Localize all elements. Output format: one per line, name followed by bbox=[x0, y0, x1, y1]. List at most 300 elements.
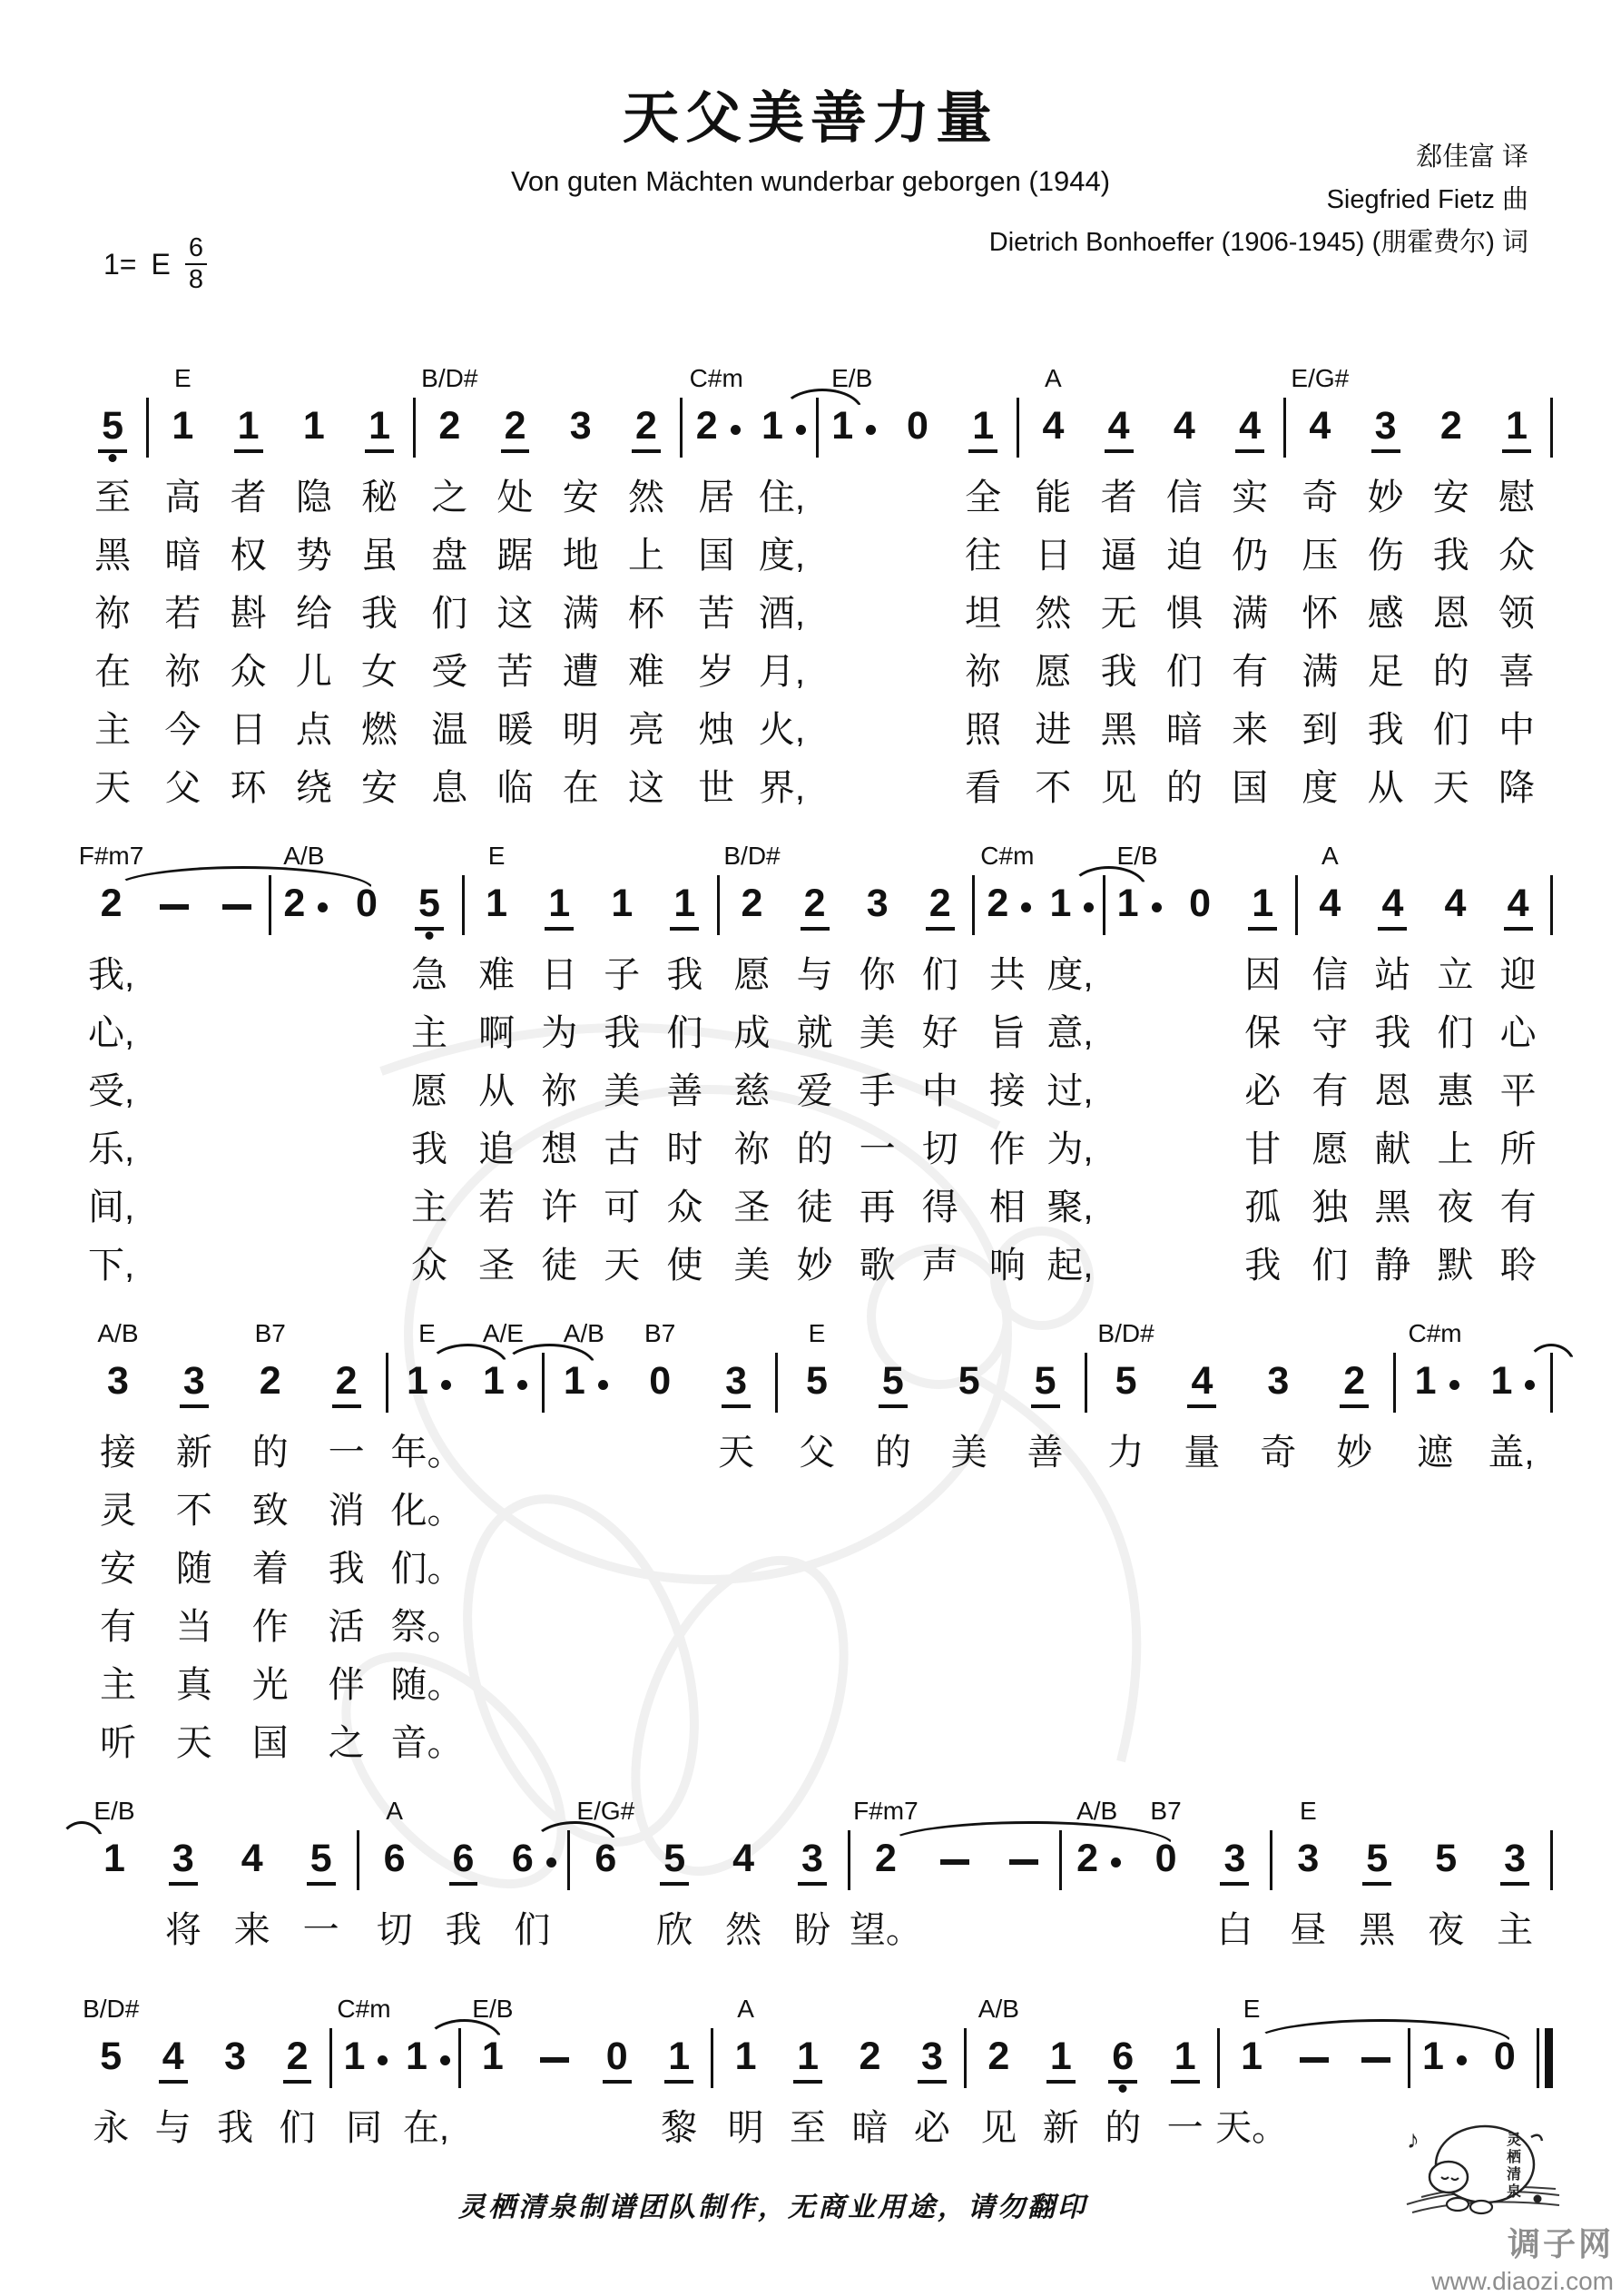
note-digit: 4 bbox=[1309, 403, 1331, 448]
note-cell bbox=[1342, 1785, 1411, 1956]
lyric-char bbox=[272, 942, 335, 1000]
lyric-char: 接 bbox=[99, 1432, 136, 1473]
chord-label: B/D# bbox=[421, 364, 478, 392]
note-digit: 3 bbox=[1220, 1839, 1249, 1886]
chord-label: B/D# bbox=[723, 842, 781, 870]
note-cell bbox=[335, 830, 398, 1291]
lyric-char: 作 bbox=[251, 1606, 289, 1647]
lyric-char: 所 bbox=[1499, 1128, 1537, 1169]
lyric-char: 的 bbox=[251, 1432, 289, 1473]
note-cell bbox=[215, 352, 280, 813]
lyric-char: 迫 bbox=[1165, 535, 1203, 576]
lyric-char bbox=[1169, 1175, 1232, 1233]
lyric-char: 不 bbox=[1035, 767, 1072, 808]
lyric-char: 祢 bbox=[733, 1128, 771, 1169]
lyric-char bbox=[465, 1594, 541, 1652]
note-digit: 4 bbox=[1173, 403, 1195, 448]
lyric-char: 想 bbox=[541, 1128, 578, 1169]
lyric-char: 天 bbox=[1432, 767, 1469, 808]
note-digit: 4 bbox=[1504, 884, 1533, 931]
lyric-char: 心 bbox=[1499, 1012, 1537, 1053]
music-system-5 bbox=[80, 1983, 1554, 2153]
lyric-char: 心, bbox=[87, 1012, 135, 1053]
lyric-char: 实 bbox=[1232, 477, 1269, 517]
note-cell bbox=[417, 352, 482, 813]
lyric-char bbox=[1397, 1710, 1473, 1769]
note-cell bbox=[156, 1307, 232, 1769]
lyric-char: 们。 bbox=[390, 1548, 464, 1589]
lyric-char: 受, bbox=[87, 1070, 135, 1111]
lyric-char: 灵 bbox=[99, 1490, 136, 1531]
chord-label: E/G# bbox=[576, 1797, 635, 1825]
note-cell bbox=[839, 1983, 900, 2153]
barline bbox=[1549, 1785, 1554, 1956]
dotted-note-dot bbox=[1457, 2055, 1467, 2065]
lyric-char: 独 bbox=[1312, 1187, 1349, 1227]
lyric-char: 温 bbox=[431, 709, 468, 750]
lyric-char bbox=[1282, 2095, 1344, 2153]
note-digit: 5 bbox=[1031, 1362, 1060, 1408]
dotted-note-dot bbox=[731, 425, 741, 435]
note-digit: 6 bbox=[1108, 2037, 1137, 2084]
lyric-char: 们 bbox=[431, 593, 468, 634]
dash-note-cell bbox=[1282, 1983, 1344, 2153]
dotted-note-dot bbox=[517, 1380, 527, 1390]
note-digit: 2 bbox=[741, 881, 763, 925]
chord-label: B/D# bbox=[83, 1995, 140, 2023]
note-digit: 4 bbox=[1444, 881, 1467, 925]
lyric-char: 随。 bbox=[390, 1664, 464, 1705]
lyric-char: 隐 bbox=[295, 477, 332, 517]
lyric-char: 居 bbox=[698, 477, 735, 517]
note-cell bbox=[1287, 352, 1352, 813]
lyric-char: 中 bbox=[921, 1070, 958, 1111]
note-cell bbox=[714, 1983, 776, 2153]
note-cell bbox=[142, 1983, 203, 2153]
duration-dash bbox=[222, 904, 251, 910]
lyric-char bbox=[1164, 1710, 1240, 1769]
note-cell bbox=[749, 352, 814, 813]
lyric-char: 黑 bbox=[1359, 1909, 1396, 1950]
lyric-char: 遮 bbox=[1417, 1432, 1454, 1473]
site-name: 调子网 bbox=[1507, 2225, 1614, 2262]
lyric-char: 白 bbox=[1216, 1909, 1253, 1950]
note-digit: 1 bbox=[968, 407, 997, 453]
lyric-char bbox=[80, 1897, 149, 1956]
lyric-char bbox=[779, 1594, 855, 1652]
chord-label: E bbox=[1300, 1797, 1317, 1825]
lyric-char: 的 bbox=[796, 1128, 833, 1169]
dotted-note-dot bbox=[378, 2055, 388, 2065]
lyric-char: 从 bbox=[478, 1070, 516, 1111]
lyric-char: 天 bbox=[718, 1432, 755, 1473]
lyric-char bbox=[335, 1000, 398, 1059]
lyric-char: 照 bbox=[965, 709, 1002, 750]
lyric-char: 之 bbox=[431, 477, 468, 517]
lyric-char bbox=[1164, 1594, 1240, 1652]
lyric-char: 化。 bbox=[390, 1490, 464, 1531]
key-tonic: E bbox=[151, 247, 171, 281]
note-digit: 2 bbox=[501, 407, 530, 453]
lyric-char bbox=[272, 1059, 335, 1117]
lyric-char: 孤 bbox=[1244, 1187, 1282, 1227]
lyric-char: 过, bbox=[1046, 1070, 1094, 1111]
lyric-char bbox=[465, 1710, 541, 1769]
lyric-char bbox=[1106, 1175, 1169, 1233]
note-cell bbox=[309, 1307, 385, 1769]
lyric-char: 主 bbox=[411, 1012, 448, 1053]
note-digit: 5 bbox=[1435, 1836, 1458, 1880]
lyric-char: 黑 bbox=[94, 535, 132, 576]
lyric-char bbox=[622, 1652, 698, 1710]
lyric-char: 领 bbox=[1498, 593, 1536, 634]
note-digit: 4 bbox=[1235, 407, 1264, 453]
lyric-char: 切 bbox=[921, 1128, 958, 1169]
lyric-char: 天 bbox=[604, 1245, 641, 1286]
lyric-char: 我 bbox=[1100, 651, 1137, 692]
note-cell bbox=[287, 1785, 356, 1956]
lyric-char: 压 bbox=[1302, 535, 1339, 576]
lyric-char: 许 bbox=[541, 1187, 578, 1227]
lyric-char bbox=[622, 1710, 698, 1769]
lyric-char: 我 bbox=[1244, 1245, 1282, 1286]
lyric-char: 我 bbox=[445, 1909, 482, 1950]
lyric-char: 安 bbox=[1432, 477, 1469, 517]
lyric-char: 圣 bbox=[478, 1245, 516, 1286]
lyric-char: 甘 bbox=[1244, 1128, 1282, 1169]
note-cell bbox=[1240, 1307, 1316, 1769]
lyric-char bbox=[1007, 1652, 1084, 1710]
lyric-char: 有 bbox=[99, 1606, 136, 1647]
lyric-char: 绕 bbox=[295, 767, 332, 808]
note-cell bbox=[820, 352, 885, 813]
lyric-char bbox=[1088, 1652, 1164, 1710]
chord-label: E/B bbox=[831, 364, 873, 392]
lyric-char bbox=[1316, 1478, 1392, 1536]
lyric-char: 世 bbox=[698, 767, 735, 808]
note-cell bbox=[429, 1785, 498, 1956]
note-cell bbox=[218, 1785, 287, 1956]
lyric-char: 中 bbox=[1498, 709, 1536, 750]
note-cell bbox=[1063, 1785, 1132, 1956]
note-cell bbox=[360, 1785, 429, 1956]
lyric-char: 降 bbox=[1498, 767, 1536, 808]
lyric-char: 相 bbox=[988, 1187, 1026, 1227]
note-digit: 2 bbox=[438, 403, 461, 448]
site-watermark bbox=[1431, 2219, 1614, 2296]
chord-label: E/B bbox=[472, 1995, 514, 2023]
lyric-char: 祭。 bbox=[390, 1606, 464, 1647]
dash-note-cell bbox=[920, 1785, 989, 1956]
note-digit: 3 bbox=[1267, 1358, 1290, 1403]
site-url: www.diaozi.com bbox=[1431, 2267, 1614, 2295]
lyric-char bbox=[622, 1594, 698, 1652]
lyric-char: 手 bbox=[859, 1070, 896, 1111]
lyric-char: 在 bbox=[562, 767, 599, 808]
credit-translator: 郄佳富 译 bbox=[1415, 143, 1528, 172]
note-digit: 5 bbox=[415, 884, 444, 931]
dotted-note-dot bbox=[1111, 1857, 1121, 1867]
lyric-char: 日 bbox=[230, 709, 267, 750]
lyric-char: 音。 bbox=[390, 1722, 464, 1763]
lyric-char bbox=[1473, 1536, 1549, 1594]
chord-label: C#m bbox=[1408, 1319, 1462, 1347]
note-digit: 2 bbox=[1340, 1362, 1369, 1408]
lyric-char: 有 bbox=[1312, 1070, 1349, 1111]
lyric-char: 新 bbox=[175, 1432, 212, 1473]
lyric-char bbox=[622, 1420, 698, 1478]
lyric-char: 愿 bbox=[1035, 651, 1072, 692]
key-prefix: 1= bbox=[103, 247, 137, 281]
lyric-char: 起, bbox=[1046, 1245, 1094, 1286]
note-cell bbox=[683, 352, 749, 813]
lyric-char: 愿 bbox=[733, 954, 771, 995]
lyric-char bbox=[931, 1710, 1007, 1769]
lyric-char bbox=[1088, 1710, 1164, 1769]
lyric-char: 逼 bbox=[1100, 535, 1137, 576]
lyric-char: 在, bbox=[402, 2107, 449, 2148]
note-cell bbox=[1086, 352, 1152, 813]
lyric-char: 高 bbox=[164, 477, 201, 517]
lyric-char: 献 bbox=[1374, 1128, 1411, 1169]
note-cell bbox=[709, 1785, 778, 1956]
lyric-char bbox=[698, 1536, 774, 1594]
lyric-char: 至 bbox=[790, 2107, 827, 2148]
note-cell bbox=[1106, 830, 1169, 1291]
note-digit: 4 bbox=[1042, 403, 1065, 448]
note-cell bbox=[80, 1785, 149, 1956]
lyric-char: 聆 bbox=[1499, 1245, 1537, 1286]
note-digit: 0 bbox=[1189, 881, 1212, 925]
note-digit: 1 bbox=[302, 403, 325, 448]
lyric-char bbox=[205, 1175, 268, 1233]
note-cell bbox=[653, 830, 716, 1291]
page-title: 天父美善力量 bbox=[622, 87, 998, 150]
lyric-char: 者 bbox=[230, 477, 267, 517]
lyric-char: 看 bbox=[965, 767, 1002, 808]
duration-dash bbox=[1300, 2057, 1329, 2063]
lyric-char: 与 bbox=[154, 2107, 192, 2148]
lyric-char bbox=[931, 1536, 1007, 1594]
lyric-char: 恩 bbox=[1374, 1070, 1411, 1111]
lyric-char: 一 bbox=[859, 1128, 896, 1169]
lyric-char: 慰 bbox=[1498, 477, 1536, 517]
lyric-char bbox=[855, 1478, 931, 1536]
lyric-char bbox=[779, 1652, 855, 1710]
lyric-char: 住, bbox=[758, 477, 806, 517]
lyric-char: 从 bbox=[1367, 767, 1404, 808]
lyric-char: 秘 bbox=[361, 477, 398, 517]
lyric-char bbox=[698, 1478, 774, 1536]
note-cell bbox=[783, 830, 846, 1291]
lyric-char bbox=[698, 1710, 774, 1769]
lyric-char: 听 bbox=[99, 1722, 136, 1763]
note-cell bbox=[462, 1983, 524, 2153]
low-octave-dot bbox=[426, 931, 434, 940]
note-cell bbox=[266, 1983, 328, 2153]
lyric-char: 火, bbox=[758, 709, 806, 750]
note-digit: 3 bbox=[866, 881, 889, 925]
note-cell bbox=[976, 830, 1038, 1291]
note-cell bbox=[614, 352, 679, 813]
lyric-char: 响 bbox=[988, 1245, 1026, 1286]
duration-dash bbox=[160, 904, 189, 910]
lyric-char: 虽 bbox=[361, 535, 398, 576]
note-digit: 1 bbox=[1046, 2037, 1076, 2084]
note-cell bbox=[548, 352, 614, 813]
note-cell bbox=[1020, 352, 1086, 813]
lyric-char bbox=[586, 2095, 648, 2153]
music-system-1 bbox=[80, 352, 1554, 813]
note-digit: 3 bbox=[106, 1358, 129, 1403]
lyric-char: 天 bbox=[175, 1722, 212, 1763]
note-digit: 4 bbox=[732, 1836, 755, 1880]
lyric-char: 夜 bbox=[1437, 1187, 1474, 1227]
note-cell bbox=[1217, 352, 1282, 813]
lyric-char: 地 bbox=[562, 535, 599, 576]
lyric-char bbox=[205, 1117, 268, 1175]
lyric-char: 受 bbox=[431, 651, 468, 692]
lyric-char bbox=[622, 1536, 698, 1594]
lyric-char: 圣 bbox=[733, 1187, 771, 1227]
note-cell bbox=[1484, 352, 1549, 813]
lyric-char: 安 bbox=[99, 1548, 136, 1589]
note-digit: 1 bbox=[234, 407, 263, 453]
lyric-char: 使 bbox=[666, 1245, 703, 1286]
note-cell bbox=[466, 830, 528, 1291]
music-system-3 bbox=[80, 1307, 1554, 1769]
lyric-char: 燃 bbox=[361, 709, 398, 750]
lyric-char bbox=[1007, 1710, 1084, 1769]
lyric-char bbox=[1106, 942, 1169, 1000]
note-cell bbox=[465, 1307, 541, 1769]
lyric-char: 你 bbox=[859, 954, 896, 995]
dotted-note-dot bbox=[796, 425, 806, 435]
lyric-char: 来 bbox=[233, 1909, 270, 1950]
chord-label: E bbox=[174, 364, 192, 392]
note-digit: 4 bbox=[1105, 407, 1134, 453]
lyric-char: 量 bbox=[1184, 1432, 1221, 1473]
low-octave-dot bbox=[109, 454, 117, 462]
chord-label: A bbox=[386, 1797, 403, 1825]
lyric-char: 众 bbox=[411, 1245, 448, 1286]
lyric-char bbox=[1164, 1652, 1240, 1710]
lyric-char bbox=[545, 1536, 622, 1594]
lyric-char: 我 bbox=[361, 593, 398, 634]
note-cell bbox=[204, 1983, 266, 2153]
lyric-char bbox=[1169, 1233, 1232, 1291]
lyric-char: 环 bbox=[230, 767, 267, 808]
note-cell bbox=[779, 1307, 855, 1769]
lyric-char bbox=[931, 1594, 1007, 1652]
dotted-note-dot bbox=[441, 1380, 451, 1390]
chord-label: E bbox=[418, 1319, 436, 1347]
note-cell bbox=[528, 830, 591, 1291]
dash-note-cell bbox=[524, 1983, 585, 2153]
lyric-char: 时 bbox=[666, 1128, 703, 1169]
dotted-note-dot bbox=[318, 902, 328, 912]
lyric-char bbox=[1106, 1000, 1169, 1059]
lyric-char: 度, bbox=[758, 535, 806, 576]
note-cell bbox=[1164, 1307, 1240, 1769]
duration-dash bbox=[1009, 1859, 1038, 1865]
lyric-char: 立 bbox=[1437, 954, 1474, 995]
lyric-char: 黑 bbox=[1100, 709, 1137, 750]
note-digit: 2 bbox=[259, 1358, 281, 1403]
chord-label: A/E bbox=[482, 1319, 524, 1347]
lyric-char: 祢 bbox=[541, 1070, 578, 1111]
note-cell bbox=[1201, 1785, 1270, 1956]
note-cell bbox=[648, 1983, 710, 2153]
lyric-char: 迎 bbox=[1499, 954, 1537, 995]
lyric-char: 若 bbox=[164, 593, 201, 634]
page-subtitle: Von guten Mächten wunderbar geborgen (1944) bbox=[510, 165, 1111, 197]
note-digit: 4 bbox=[1319, 881, 1341, 925]
note-digit: 2 bbox=[1076, 1836, 1099, 1880]
lyric-char: 我 bbox=[1367, 709, 1404, 750]
note-cell bbox=[1232, 830, 1294, 1291]
lyric-char: 聚, bbox=[1046, 1187, 1094, 1227]
dotted-note-dot bbox=[866, 425, 876, 435]
lyric-char bbox=[1316, 1594, 1392, 1652]
chord-label: B7 bbox=[254, 1319, 286, 1347]
lyric-char: 真 bbox=[175, 1664, 212, 1705]
dotted-note-dot bbox=[440, 2055, 450, 2065]
lyric-char bbox=[1088, 1478, 1164, 1536]
note-cell bbox=[1424, 830, 1487, 1291]
note-digit: 6 bbox=[594, 1836, 617, 1880]
lyric-char bbox=[545, 1478, 622, 1536]
chord-label: A/B bbox=[563, 1319, 604, 1347]
note-cell bbox=[1154, 1983, 1215, 2153]
note-digit: 6 bbox=[511, 1836, 534, 1880]
lyric-char bbox=[1169, 1059, 1232, 1117]
lyric-char: 势 bbox=[295, 535, 332, 576]
note-digit: 0 bbox=[603, 2037, 632, 2084]
lyric-char: 女 bbox=[361, 651, 398, 692]
lyric-char: 保 bbox=[1244, 1012, 1282, 1053]
lyric-char: 急 bbox=[411, 954, 448, 995]
note-cell bbox=[497, 1785, 566, 1956]
chord-label: A/B bbox=[978, 1995, 1019, 2023]
note-digit: 2 bbox=[695, 403, 718, 448]
note-digit: 1 bbox=[545, 884, 574, 931]
lyric-char: 信 bbox=[1312, 954, 1349, 995]
lyric-char: 主 bbox=[411, 1187, 448, 1227]
lyric-char: 盼 bbox=[794, 1909, 831, 1950]
lyric-char bbox=[820, 523, 885, 581]
note-cell bbox=[398, 830, 460, 1291]
note-digit: 5 bbox=[100, 2034, 123, 2078]
lyric-char bbox=[465, 1420, 541, 1478]
lyric-char bbox=[855, 1536, 931, 1594]
lyric-char: 众 bbox=[666, 1187, 703, 1227]
lyric-char: 伤 bbox=[1367, 535, 1404, 576]
lyric-char: 为 bbox=[541, 1012, 578, 1053]
lyric-char bbox=[1106, 1059, 1169, 1117]
note-cell bbox=[1038, 830, 1101, 1291]
lyric-char: 给 bbox=[295, 593, 332, 634]
lyric-char: 往 bbox=[965, 535, 1002, 576]
lyric-char: 主 bbox=[1497, 1909, 1534, 1950]
lyric-char: 国 bbox=[251, 1722, 289, 1763]
note-digit: 0 bbox=[355, 881, 378, 925]
note-digit: 5 bbox=[1115, 1358, 1137, 1403]
lyric-char: 我 bbox=[666, 954, 703, 995]
lyric-char bbox=[205, 1233, 268, 1291]
lyric-char: 作 bbox=[988, 1128, 1026, 1169]
lyric-char bbox=[272, 1000, 335, 1059]
